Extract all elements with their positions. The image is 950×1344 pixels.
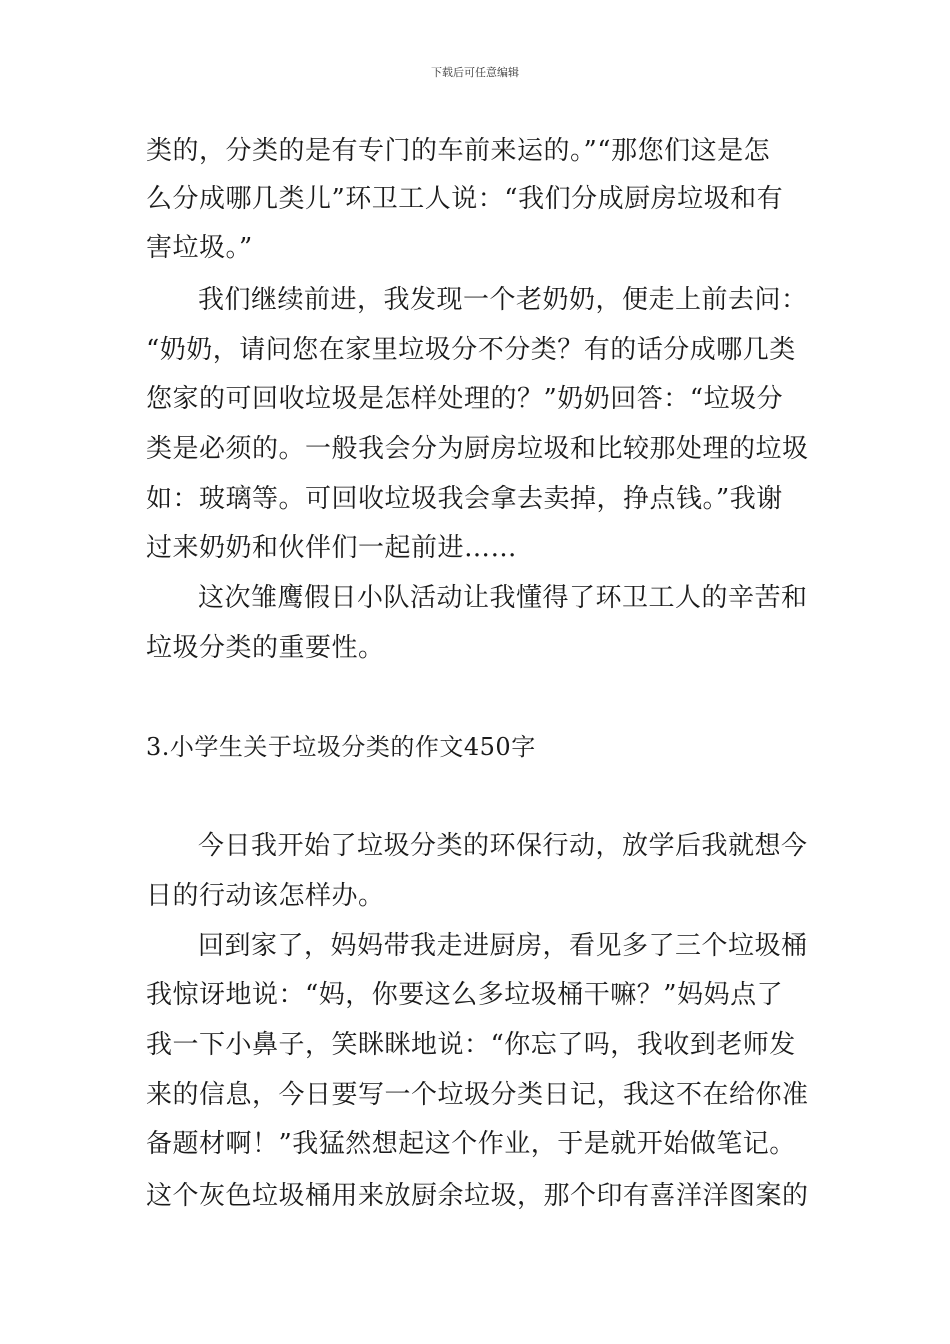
- text-line: 回到家了，妈妈带我走进厨房，看见多了三个垃圾桶: [198, 931, 808, 961]
- text-line: 这次雏鹰假日小队活动让我懂得了环卫工人的辛苦和: [198, 583, 808, 613]
- text-line: 这个灰色垃圾桶用来放厨余垃圾，那个印有喜洋洋图案的: [146, 1181, 809, 1211]
- text-line: 备题材啊！”我猛然想起这个作业，于是就开始做笔记。: [146, 1129, 796, 1159]
- page-header: 下载后可任意编辑: [431, 66, 519, 79]
- text-line: 今日我开始了垃圾分类的环保行动，放学后我就想今: [198, 831, 808, 861]
- text-line: 日的行动该怎样办。: [146, 881, 385, 911]
- text-line: “奶奶，请问您在家里垃圾分不分类？有的话分成哪几类: [146, 335, 796, 365]
- text-line: 么分成哪几类儿”环卫工人说：“我们分成厨房垃圾和有: [146, 184, 784, 214]
- text-line: 类的，分类的是有专门的车前来运的。”“那您们这是怎: [146, 136, 771, 166]
- section-heading: 3.小学生关于垃圾分类的作文450字: [146, 733, 536, 761]
- text-line: 来的信息，今日要写一个垃圾分类日记，我这不在给你准: [146, 1080, 809, 1110]
- text-line: 我一下小鼻子，笑眯眯地说：“你忘了吗，我收到老师发: [146, 1030, 796, 1060]
- text-line: 过来奶奶和伙伴们一起前进……: [146, 533, 518, 563]
- text-line: 我们继续前进，我发现一个老奶奶，便走上前去问：: [198, 285, 808, 315]
- text-line: 您家的可回收垃圾是怎样处理的？”奶奶回答：“垃圾分: [146, 384, 784, 414]
- text-line: 垃圾分类的重要性。: [146, 633, 385, 663]
- text-line: 害垃圾。”: [146, 233, 253, 263]
- text-line: 如：玻璃等。可回收垃圾我会拿去卖掉，挣点钱。”我谢: [146, 484, 783, 514]
- text-line: 我惊讶地说：“妈，你要这么多垃圾桶干嘛？”妈妈点了: [146, 980, 784, 1010]
- text-line: 类是必须的。一般我会分为厨房垃圾和比较那处理的垃圾: [146, 434, 809, 464]
